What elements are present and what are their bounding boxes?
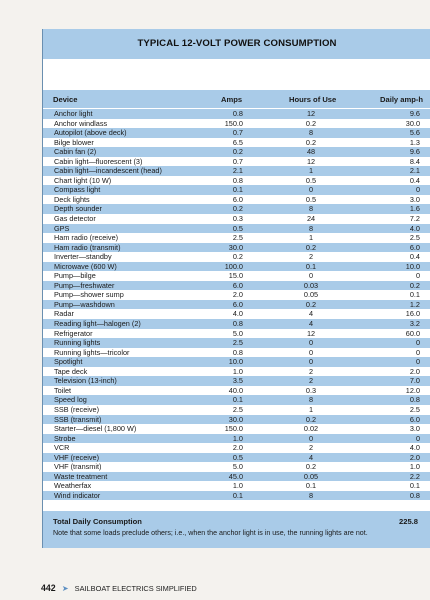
cell-amp-hours: 8.4 xyxy=(409,156,420,166)
cell-amp-hours: 2.0 xyxy=(409,366,420,376)
cell-amps: 150.0 xyxy=(224,424,243,434)
table-row xyxy=(43,462,430,472)
cell-hours: 2 xyxy=(308,376,314,386)
table-row xyxy=(43,405,430,415)
cell-device: Running lights—tricolor xyxy=(54,347,130,357)
cell-hours: 1 xyxy=(308,404,314,414)
table-row xyxy=(43,147,430,157)
table-row xyxy=(43,290,430,300)
book-title: SAILBOAT ELECTRICS SIMPLIFIED xyxy=(74,584,197,593)
cell-amps: 100.0 xyxy=(224,261,243,271)
cell-device: Pump—bilge xyxy=(54,271,96,281)
cell-device: VHF (receive) xyxy=(54,452,100,462)
cell-amps: 30.0 xyxy=(228,414,243,424)
cell-amp-hours: 6.0 xyxy=(409,414,420,424)
cell-amps: 1.0 xyxy=(232,481,243,491)
cell-device: Ham radio (receive) xyxy=(54,233,119,243)
cell-hours: 0.05 xyxy=(303,471,319,481)
cell-device: Speed log xyxy=(54,395,87,405)
cell-amps: 0.8 xyxy=(232,175,243,185)
cell-hours: 0.2 xyxy=(305,118,317,128)
cell-amps: 150.0 xyxy=(224,118,243,128)
cell-device: Cabin light—fluorescent (3) xyxy=(54,156,143,166)
cell-amps: 5.0 xyxy=(232,328,243,338)
cell-amp-hours: 4.0 xyxy=(409,223,420,233)
cell-amps: 0.5 xyxy=(232,223,243,233)
cell-amps: 0.5 xyxy=(232,452,243,462)
cell-hours: 4 xyxy=(308,452,314,462)
cell-amp-hours: 7.0 xyxy=(409,376,420,386)
cell-amps: 4.0 xyxy=(232,309,243,319)
cell-hours: 8 xyxy=(308,490,314,500)
cell-amp-hours: 0 xyxy=(415,271,420,281)
table-row xyxy=(43,443,430,453)
table-title-bar xyxy=(43,29,430,59)
cell-amps: 1.0 xyxy=(232,366,243,376)
table-row xyxy=(43,214,430,224)
cell-device: Bilge blower xyxy=(54,137,94,147)
cell-amp-hours: 0 xyxy=(415,338,420,348)
cell-hours: 0.03 xyxy=(303,280,319,290)
cell-amp-hours: 0 xyxy=(415,357,420,367)
cell-device: Reading light—halogen (2) xyxy=(54,319,141,329)
cell-hours: 0.2 xyxy=(305,462,317,472)
cell-hours: 0 xyxy=(308,185,314,195)
cell-amp-hours: 0.1 xyxy=(409,290,420,300)
table-row xyxy=(43,395,430,405)
cell-amps: 10.0 xyxy=(228,357,243,367)
cell-device: Anchor windlass xyxy=(54,118,108,128)
cell-device: GPS xyxy=(54,223,70,233)
cell-amps: 0.1 xyxy=(232,490,243,500)
table-row xyxy=(43,243,430,253)
cell-amp-hours: 0.8 xyxy=(409,490,420,500)
cell-amp-hours: 1.0 xyxy=(409,462,420,472)
table-row xyxy=(43,262,430,272)
cell-amps: 6.0 xyxy=(232,299,243,309)
cell-amps: 1.0 xyxy=(232,433,243,443)
cell-device: Wind indicator xyxy=(54,490,101,500)
cell-device: Starter—diesel (1,800 W) xyxy=(54,424,137,434)
cell-amp-hours: 0.4 xyxy=(409,175,420,185)
cell-amps: 0.7 xyxy=(232,156,243,166)
table-row xyxy=(43,271,430,281)
cell-amp-hours: 16.0 xyxy=(405,309,420,319)
table-row xyxy=(43,128,430,138)
cell-hours: 8 xyxy=(308,395,314,405)
total-label: Total Daily Consumption xyxy=(53,517,142,526)
cell-amps: 2.0 xyxy=(232,290,243,300)
table-row xyxy=(43,338,430,348)
cell-amps: 5.0 xyxy=(232,462,243,472)
cell-hours: 0.1 xyxy=(305,481,317,491)
cell-amps: 2.5 xyxy=(232,233,243,243)
cell-hours: 0.1 xyxy=(305,261,317,271)
cell-amp-hours: 30.0 xyxy=(405,118,420,128)
cell-device: Refrigerator xyxy=(54,328,93,338)
cell-amp-hours: 4.0 xyxy=(409,443,420,453)
table-row xyxy=(43,348,430,358)
cell-amp-hours: 3.0 xyxy=(409,424,420,434)
cell-hours: 0.2 xyxy=(305,137,317,147)
cell-device: Compass light xyxy=(54,185,101,195)
cell-hours: 1 xyxy=(308,233,314,243)
cell-device: SSB (transmit) xyxy=(54,414,102,424)
cell-device: Deck lights xyxy=(54,194,90,204)
page-footer xyxy=(41,583,197,593)
cell-hours: 0 xyxy=(308,271,314,281)
cell-hours: 0.3 xyxy=(305,385,317,395)
cell-amp-hours: 6.0 xyxy=(409,242,420,252)
table-row xyxy=(43,224,430,234)
cell-amp-hours: 1.6 xyxy=(409,204,420,214)
table-row xyxy=(43,157,430,167)
cell-amp-hours: 9.6 xyxy=(409,147,420,157)
table-row xyxy=(43,481,430,491)
table-row xyxy=(43,195,430,205)
table-row xyxy=(43,376,430,386)
cell-amps: 0.3 xyxy=(232,214,243,224)
table-row xyxy=(43,300,430,310)
cell-device: Microwave (600 W) xyxy=(54,261,117,271)
cell-device: Gas detector xyxy=(54,214,96,224)
table-row xyxy=(43,386,430,396)
cell-device: Television (13-inch) xyxy=(54,376,117,386)
cell-amp-hours: 0.8 xyxy=(409,395,420,405)
cell-hours: 12 xyxy=(306,109,316,118)
header-amp-hours: Daily amp-h xyxy=(380,95,424,104)
cell-hours: 4 xyxy=(308,319,314,329)
table-header-row xyxy=(43,90,430,108)
cell-device: Pump—freshwater xyxy=(54,280,115,290)
cell-amps: 40.0 xyxy=(228,385,243,395)
table-row xyxy=(43,434,430,444)
cell-hours: 0 xyxy=(308,338,314,348)
cell-device: VHF (transmit) xyxy=(54,462,102,472)
cell-amps: 0.2 xyxy=(232,147,243,157)
cell-hours: 0.02 xyxy=(303,424,319,434)
cell-device: Weatherfax xyxy=(54,481,92,491)
cell-device: Toilet xyxy=(54,385,72,395)
cell-device: Tape deck xyxy=(54,366,88,376)
cell-hours: 8 xyxy=(308,223,314,233)
cell-device: Running lights xyxy=(54,338,101,348)
cell-hours: 0.05 xyxy=(303,290,319,300)
table-row xyxy=(43,453,430,463)
cell-amps: 0.2 xyxy=(232,204,243,214)
cell-amp-hours: 0.1 xyxy=(409,481,420,491)
table-row xyxy=(43,166,430,176)
table-row xyxy=(43,138,430,148)
cell-amps: 6.5 xyxy=(232,137,243,147)
cell-amp-hours: 0 xyxy=(415,433,420,443)
cell-hours: 24 xyxy=(306,214,316,224)
cell-device: Inverter—standby xyxy=(54,252,112,262)
cell-device: VCR xyxy=(54,443,70,453)
cell-amp-hours: 2.0 xyxy=(409,452,420,462)
cell-amp-hours: 12.0 xyxy=(405,385,420,395)
cell-hours: 8 xyxy=(308,204,314,214)
table-title: TYPICAL 12-VOLT POWER CONSUMPTION xyxy=(137,38,337,49)
arrow-right-icon: ➤ xyxy=(61,584,69,593)
page-number: 442 xyxy=(41,583,56,593)
cell-hours: 0 xyxy=(308,357,314,367)
cell-hours: 0.5 xyxy=(305,194,317,204)
cell-amps: 2.1 xyxy=(232,166,243,176)
cell-amp-hours: 10.0 xyxy=(405,261,420,271)
cell-amp-hours: 1.3 xyxy=(409,137,420,147)
cell-amps: 0.1 xyxy=(232,185,243,195)
cell-device: Pump—shower sump xyxy=(54,290,124,300)
cell-amp-hours: 2.2 xyxy=(409,471,420,481)
cell-amps: 2.5 xyxy=(232,404,243,414)
table-row xyxy=(43,367,430,377)
table-body xyxy=(43,109,430,500)
cell-hours: 8 xyxy=(308,128,314,138)
cell-amps: 0.2 xyxy=(232,252,243,262)
table-row xyxy=(43,491,430,501)
table-row xyxy=(43,319,430,329)
table-row xyxy=(43,472,430,482)
cell-hours: 12 xyxy=(306,156,316,166)
cell-hours: 1 xyxy=(308,166,314,176)
cell-amp-hours: 2.5 xyxy=(409,404,420,414)
table-row xyxy=(43,109,430,119)
table-row xyxy=(43,252,430,262)
table-note: Note that some loads preclude others; i.e., when the anchor light is in use, the running lights are not. xyxy=(53,529,368,537)
cell-device: Strobe xyxy=(54,433,76,443)
cell-amp-hours: 3.2 xyxy=(409,319,420,329)
table-row xyxy=(43,176,430,186)
cell-hours: 12 xyxy=(306,328,316,338)
cell-device: Chart light (10 W) xyxy=(54,175,112,185)
table-row xyxy=(43,357,430,367)
cell-amp-hours: 60.0 xyxy=(405,328,420,338)
cell-hours: 48 xyxy=(306,147,316,157)
cell-amp-hours: 0 xyxy=(415,185,420,195)
cell-amps: 6.0 xyxy=(232,194,243,204)
cell-hours: 0.2 xyxy=(305,299,317,309)
cell-device: Ham radio (transmit) xyxy=(54,242,121,252)
table-row xyxy=(43,309,430,319)
cell-amp-hours: 0.4 xyxy=(409,252,420,262)
header-device: Device xyxy=(53,95,78,104)
cell-device: Waste treatment xyxy=(54,471,108,481)
cell-amps: 0.8 xyxy=(232,347,243,357)
cell-amps: 0.1 xyxy=(232,395,243,405)
table-row xyxy=(43,119,430,129)
cell-amp-hours: 5.6 xyxy=(409,128,420,138)
cell-amps: 6.0 xyxy=(232,280,243,290)
cell-amps: 15.0 xyxy=(228,271,243,281)
table-row xyxy=(43,281,430,291)
cell-amps: 2.5 xyxy=(232,338,243,348)
cell-amp-hours: 9.6 xyxy=(409,109,420,118)
cell-amps: 45.0 xyxy=(228,471,243,481)
cell-hours: 0 xyxy=(308,347,314,357)
table-row xyxy=(43,415,430,425)
cell-hours: 4 xyxy=(308,309,314,319)
power-consumption-table xyxy=(42,29,430,548)
cell-hours: 2 xyxy=(308,366,314,376)
cell-device: Cabin light—incandescent (head) xyxy=(54,166,162,176)
cell-hours: 2 xyxy=(308,443,314,453)
cell-amps: 0.8 xyxy=(232,319,243,329)
cell-amp-hours: 3.0 xyxy=(409,194,420,204)
cell-device: Cabin fan (2) xyxy=(54,147,97,157)
cell-amp-hours: 0.2 xyxy=(409,280,420,290)
cell-device: SSB (receive) xyxy=(54,404,100,414)
cell-amps: 0.7 xyxy=(232,128,243,138)
table-row xyxy=(43,204,430,214)
cell-device: Anchor light xyxy=(54,109,93,118)
table-row xyxy=(43,424,430,434)
cell-amps: 30.0 xyxy=(228,242,243,252)
cell-device: Pump—washdown xyxy=(54,299,115,309)
table-row xyxy=(43,233,430,243)
cell-hours: 0.5 xyxy=(305,175,317,185)
cell-amp-hours: 0 xyxy=(415,347,420,357)
cell-hours: 0 xyxy=(308,433,314,443)
cell-amp-hours: 2.5 xyxy=(409,233,420,243)
total-value: 225.8 xyxy=(399,517,419,526)
table-row xyxy=(43,185,430,195)
header-hours: Hours of Use xyxy=(289,95,337,104)
cell-hours: 0.2 xyxy=(305,242,317,252)
cell-hours: 0.2 xyxy=(305,414,317,424)
total-row xyxy=(43,511,430,548)
cell-device: Autopilot (above deck) xyxy=(54,128,127,138)
header-amps: Amps xyxy=(221,95,243,104)
table-row xyxy=(43,329,430,339)
cell-amps: 2.0 xyxy=(232,443,243,453)
cell-device: Depth sounder xyxy=(54,204,102,214)
cell-device: Radar xyxy=(54,309,74,319)
cell-amps: 0.8 xyxy=(232,109,243,118)
cell-amps: 3.5 xyxy=(232,376,243,386)
cell-hours: 2 xyxy=(308,252,314,262)
cell-amp-hours: 2.1 xyxy=(409,166,420,176)
cell-device: Spotlight xyxy=(54,357,83,367)
cell-amp-hours: 1.2 xyxy=(409,299,420,309)
cell-amp-hours: 7.2 xyxy=(409,214,420,224)
